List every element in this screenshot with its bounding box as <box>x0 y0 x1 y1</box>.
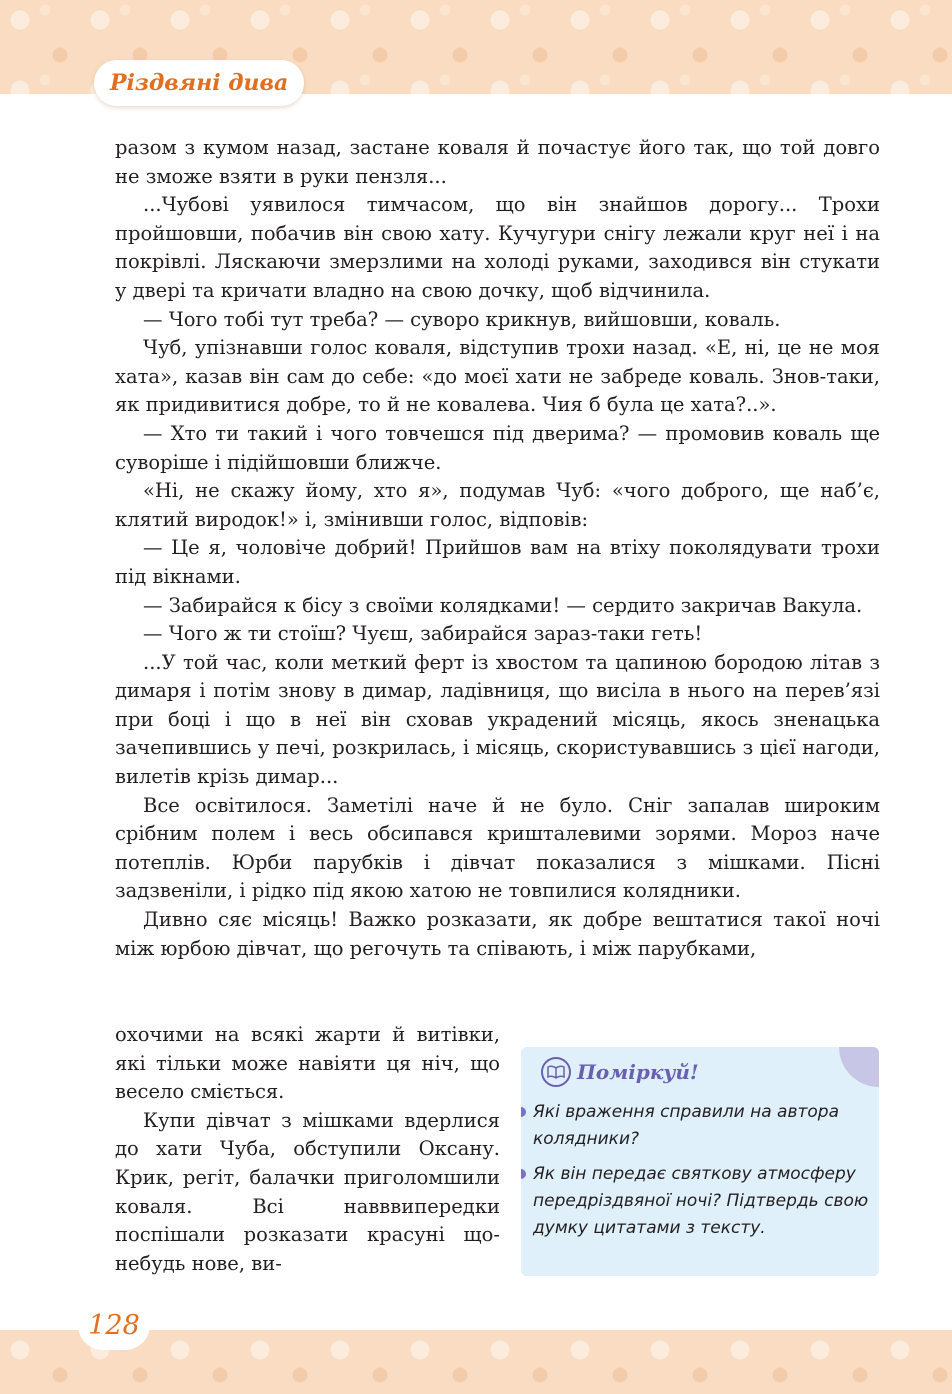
page-number-badge <box>78 1300 150 1350</box>
think-box-header <box>541 1057 699 1087</box>
paragraph: — Чого ж ти стоїш? Чуєш, забирайся зараз-таки геть! <box>143 622 703 646</box>
question-item <box>521 1099 879 1153</box>
think-box <box>521 1047 879 1276</box>
bullet-icon <box>521 1169 526 1179</box>
paragraph: ...Чубові уявилося тимчасом, що він знайшов дорогу... Трохи пройшовши, побачив він свою хату. Кучугури снігу лежали круг неї і на покрівлі. Ляскаючи змерзлими на холоді руками, заходився він стукати у двері та кричати владно на свою дочку, щоб відчинила. <box>115 193 880 302</box>
bullet-icon <box>521 1107 526 1117</box>
wrapped-text-column <box>115 1021 500 1278</box>
paragraph: разом з кумом назад, застане коваля й почастує його так, що той довго не зможе взяти в руки пензля... <box>115 136 880 188</box>
question-item <box>521 1161 879 1242</box>
paragraph: — Хто ти такий і чого товчешся під дверима? — промовив коваль ще суворіше і підійшовши ближче. <box>115 421 880 474</box>
question-text: Як він передає святкову атмосферу передріздвяної ночі? Підтвердь свою думку цитатами з тексту. <box>533 1164 869 1238</box>
paragraph: Купи дівчат з мішками вдерлися до хати Чуба, обступили Оксану. Крик, регіт, балачки приголомшили коваля. Всі навввипередки поспішали розказати красуні що-небудь нове, ви- <box>115 1108 500 1275</box>
paragraph: Все освітилося. Заметілі наче й не було. Сніг запалав широким срібним полем і весь обсипався кришталевими зорями. Мороз наче потеплів. Юрби парубків і дівчат показалися з мішками. Пісні задзвеніли, і рідко під якою хатою не товпилися колядники. <box>115 793 880 903</box>
page-number: 128 <box>88 1309 140 1341</box>
question-text: Які враження справили на автора колядники? <box>533 1102 840 1149</box>
paragraph: Дивно сяє місяць! Важко розказати, як добре вештатися такої ночі між юрбою дівчат, що регочуть та співають, і між парубками, <box>115 908 880 960</box>
think-box-title: Поміркуй! <box>577 1060 699 1084</box>
question-list <box>521 1099 879 1250</box>
main-text <box>115 134 880 963</box>
open-book-icon <box>541 1057 571 1087</box>
paragraph: — Чого тобі тут треба? — суворо крикнув, вийшовши, коваль. <box>143 307 781 331</box>
section-title: Різдвяні дива <box>110 70 289 96</box>
paragraph: ...У той час, коли меткий ферт із хвостом та цапиною бородою літав з димаря і потім знову в димар, ладівниця, що висіла в нього на перев’язі при боці і що в неї він сховав украдений місяць, якось зненацька зачепившись у печі, розкрилась, і місяць, скористувавшись з цієї нагоди, вилетів крізь димар... <box>115 650 880 789</box>
section-tab <box>94 60 304 106</box>
paragraph: Чуб, упізнавши голос коваля, відступив трохи назад. «Е, ні, це не моя хата», казав він сам до себе: «до моєї хати не забреде коваль. Знов-таки, як придивитися добре, то й не ковалева. Чия б була це хата?..». <box>115 336 880 417</box>
paragraph: охочими на всякі жарти й витівки, які тільки може навіяти ця ніч, що весело сміється. <box>115 1023 500 1104</box>
paragraph: — Забирайся к бісу з своїми колядками! — сердито закричав Вакула. <box>143 593 863 617</box>
box-corner-decoration <box>839 1047 879 1087</box>
paragraph: — Це я, чоловіче добрий! Прийшов вам на втіху поколядувати трохи під вікнами. <box>115 536 880 588</box>
paragraph: «Ні, не скажу йому, хто я», подумав Чуб: «чого доброго, ще наб’є, клятий виродок!» і, змінивши голос, відповів: <box>115 479 880 531</box>
